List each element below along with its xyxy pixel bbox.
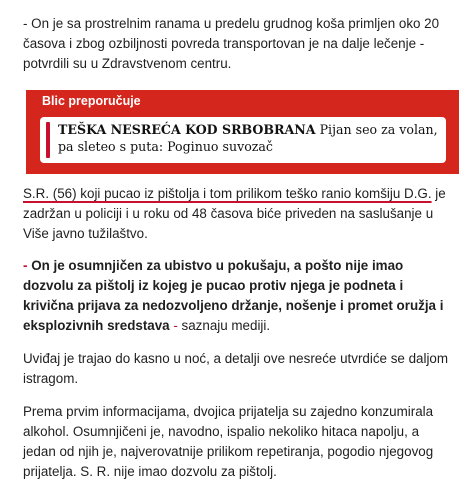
quote-bold-text: On je osumnjičen za ubistvo u pokušaju, a pošto nije imao dozvolu za pištolj iz kojeg je pucao protiv njega je podneta i krivična prijava za nedozvoljeno držanje, nošenje i promet oružja i eksplozivnih sredstava <box>23 258 444 333</box>
paragraph-4: Uviđaj je trajao do kasno u noć, a detalji ove nesreće utvrdiće se daljom istragom. <box>23 351 449 386</box>
headline-rest: Pijan seo za volan, pa sleteo s puta: Poginuo suvozač <box>58 122 438 154</box>
paragraph-2-rest: je zadržan u policiji i u roku od 48 časova biće priveden na saslušanje u Više javno tužilaštvo. <box>23 186 446 241</box>
accent-bar <box>46 122 50 158</box>
intro-paragraph: - On je sa prostrelnim ranama u predelu grudnog koša primljen oko 20 časova i zbog ozbiljnosti povreda transportovan je na dalje lečenje - potvrdili su u Zdravstvenom centru. <box>23 16 440 71</box>
quote-tail-dash: - <box>169 318 178 333</box>
highlighted-text: S.R. (56) koji pucao iz pištolja i tom prilikom teško ranio komšiju D.G. <box>23 186 432 201</box>
paragraph-3 <box>23 256 455 336</box>
headline-caps: TEŠKA NESREĆA KOD SRBOBRANA <box>58 122 316 137</box>
quote-dash: - <box>23 258 28 273</box>
paragraph-2 <box>23 184 455 244</box>
recommended-article-link[interactable] <box>40 117 446 163</box>
recommendation-header: Blic preporučuje <box>42 94 141 108</box>
recommended-headline[interactable] <box>58 121 438 163</box>
recommendation-box <box>26 90 459 174</box>
quote-tail-text: saznaju mediji. <box>177 318 271 333</box>
paragraph-5: Prema prvim informacijama, dvojica prijatelja su zajedno konzumirala alkohol. Osumnjičeni je, navodno, ispalio nekoliko hitaca napolju, a jedan od njih je, najverovatnije prilikom repetiranja, pogodio njegovog prijatelja. S. R. nije imao dozvolu za pištolj. <box>23 404 434 479</box>
